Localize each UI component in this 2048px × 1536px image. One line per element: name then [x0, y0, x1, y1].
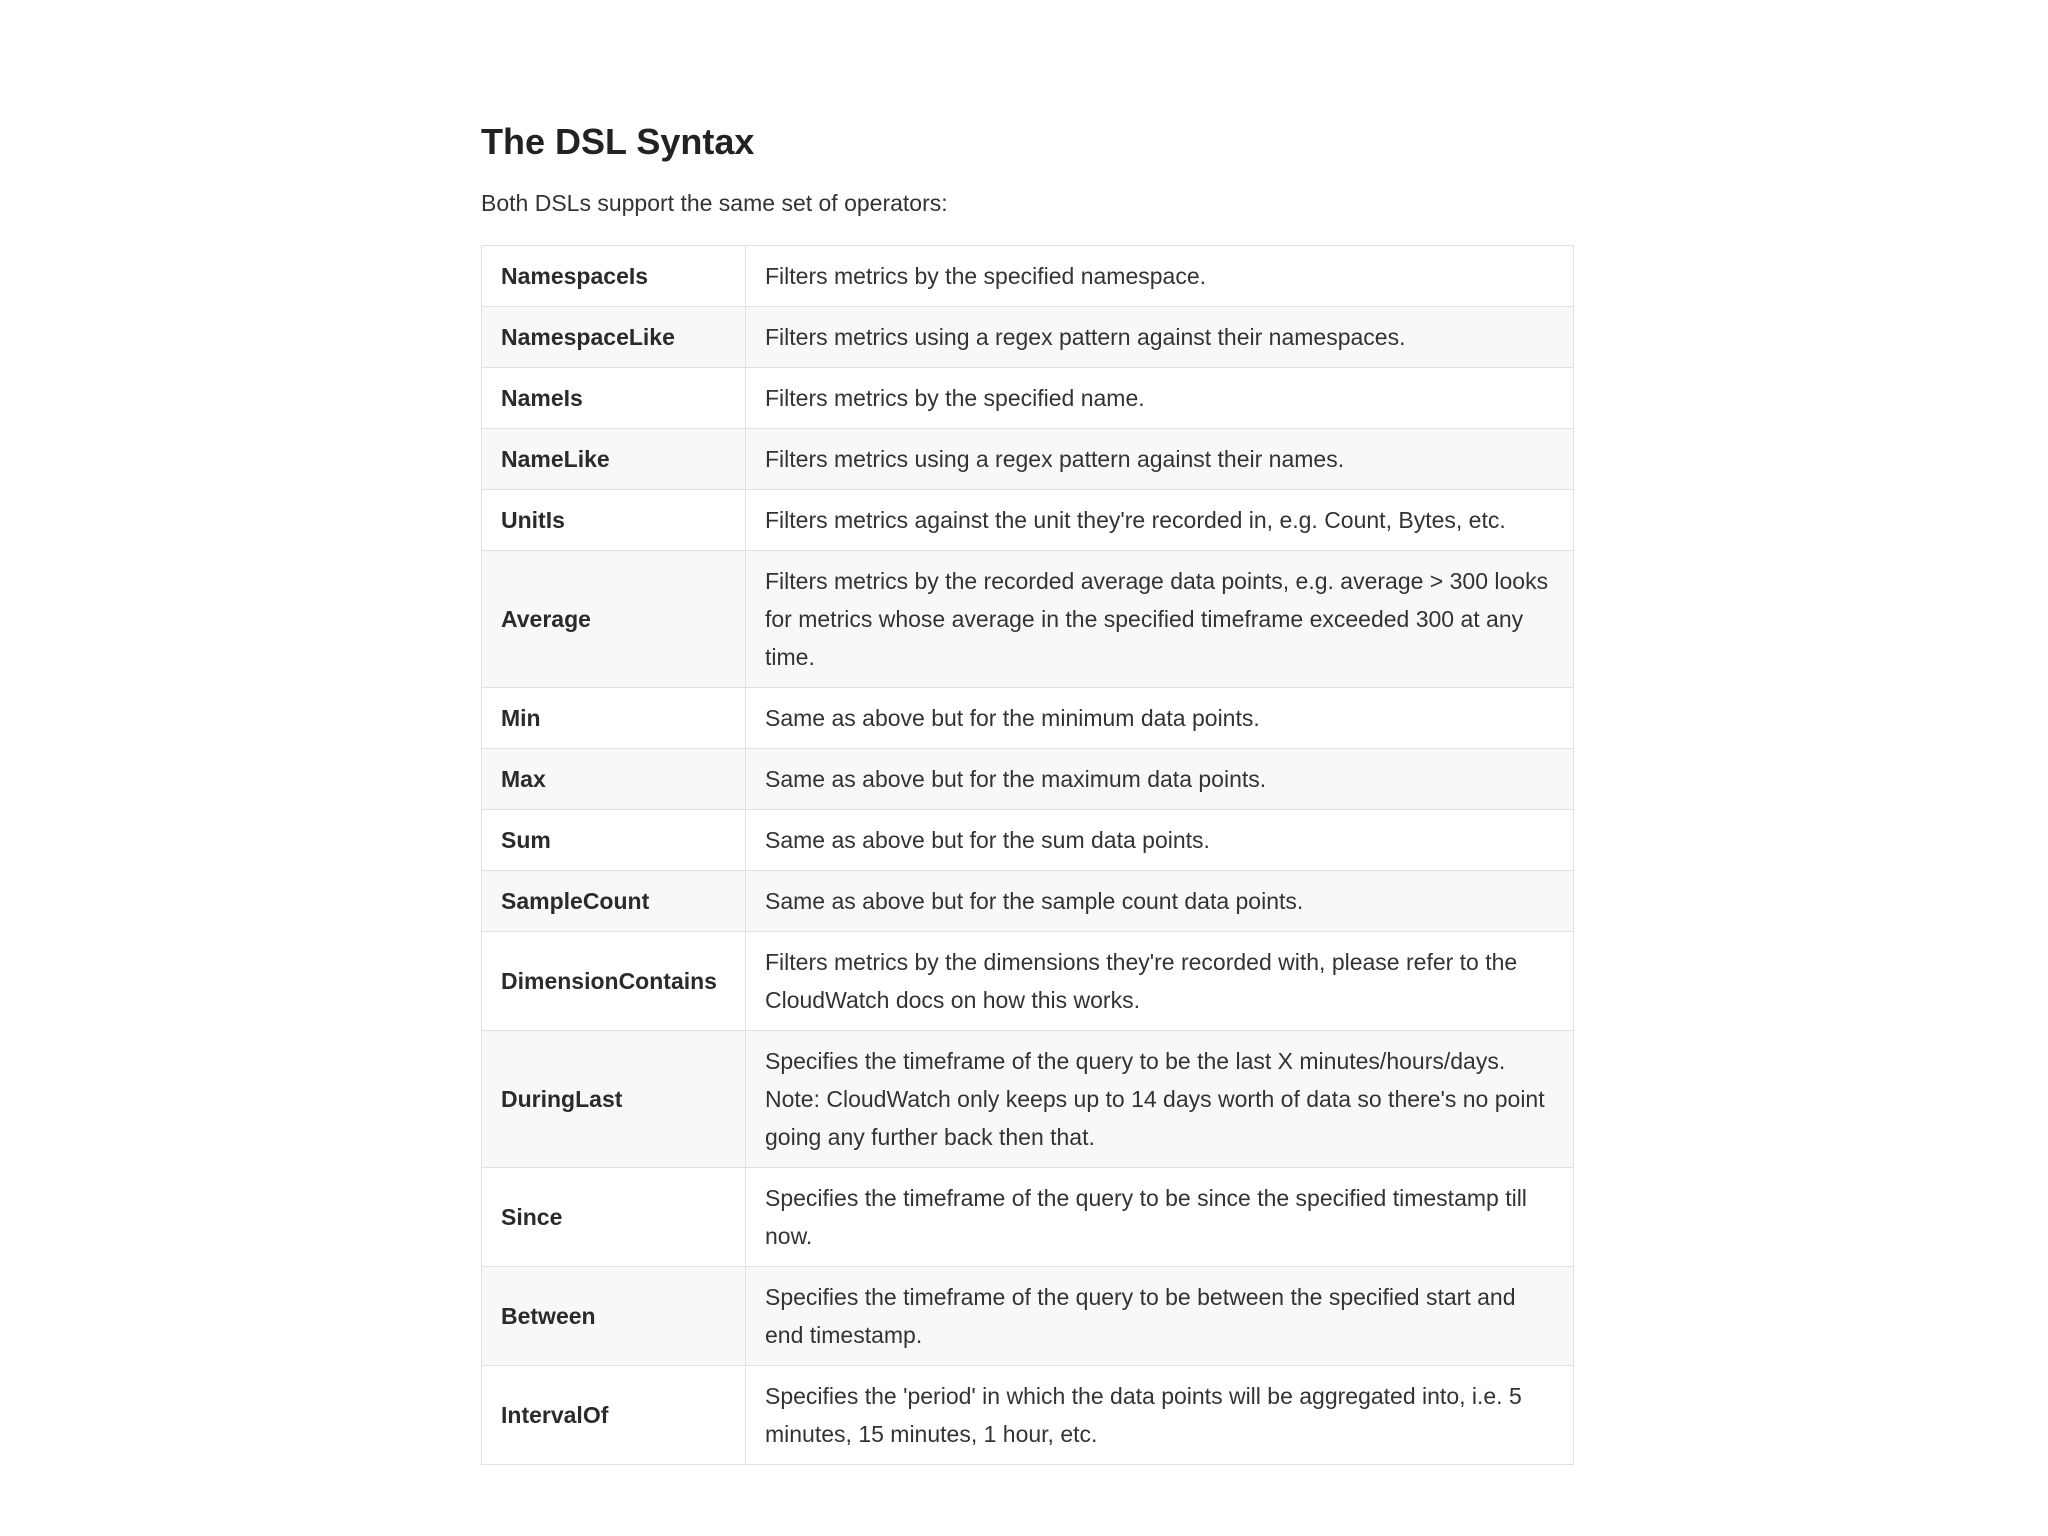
operator-description: Same as above but for the maximum data points. — [746, 749, 1574, 810]
operator-name: Min — [482, 688, 746, 749]
operator-description: Filters metrics by the specified name. — [746, 368, 1574, 429]
operator-name: DuringLast — [482, 1031, 746, 1168]
table-row — [482, 932, 1574, 1031]
operator-name: Sum — [482, 810, 746, 871]
operator-name: SampleCount — [482, 871, 746, 932]
table-row — [482, 1366, 1574, 1465]
table-row — [482, 1267, 1574, 1366]
table-row — [482, 368, 1574, 429]
operator-description: Specifies the timeframe of the query to be since the specified timestamp till now. — [746, 1168, 1574, 1267]
operator-name: NameIs — [482, 368, 746, 429]
operator-description: Same as above but for the minimum data points. — [746, 688, 1574, 749]
article-content — [481, 118, 1573, 1465]
operator-description: Filters metrics by the dimensions they're recorded with, please refer to the CloudWatch docs on how this works. — [746, 932, 1574, 1031]
table-row — [482, 551, 1574, 688]
table-row — [482, 246, 1574, 307]
operator-name: Between — [482, 1267, 746, 1366]
operator-description: Filters metrics using a regex pattern against their names. — [746, 429, 1574, 490]
table-row — [482, 749, 1574, 810]
page-title: The DSL Syntax — [481, 121, 755, 162]
table-row — [482, 429, 1574, 490]
operator-name: NamespaceIs — [482, 246, 746, 307]
operator-name: NameLike — [482, 429, 746, 490]
operator-description: Filters metrics against the unit they're recorded in, e.g. Count, Bytes, etc. — [746, 490, 1574, 551]
operator-name: Since — [482, 1168, 746, 1267]
operator-description: Filters metrics by the specified namespace. — [746, 246, 1574, 307]
operator-description: Same as above but for the sum data points. — [746, 810, 1574, 871]
operator-name: NamespaceLike — [482, 307, 746, 368]
operator-name: DimensionContains — [482, 932, 746, 1031]
table-row — [482, 688, 1574, 749]
intro-text: Both DSLs support the same set of operators: — [481, 190, 948, 216]
operators-table — [481, 245, 1574, 1465]
operator-description: Same as above but for the sample count data points. — [746, 871, 1574, 932]
operator-description: Filters metrics using a regex pattern against their namespaces. — [746, 307, 1574, 368]
table-row — [482, 490, 1574, 551]
operator-name: UnitIs — [482, 490, 746, 551]
operator-description: Specifies the timeframe of the query to be between the specified start and end timestamp. — [746, 1267, 1574, 1366]
operator-description: Specifies the 'period' in which the data points will be aggregated into, i.e. 5 minutes, 15 minutes, 1 hour, etc. — [746, 1366, 1574, 1465]
table-row — [482, 1031, 1574, 1168]
operator-description: Specifies the timeframe of the query to be the last X minutes/hours/days. Note: CloudWatch only keeps up to 14 days worth of data so there's no point going any further back then that. — [746, 1031, 1574, 1168]
table-row — [482, 1168, 1574, 1267]
operator-description: Filters metrics by the recorded average data points, e.g. average > 300 looks for metrics whose average in the specified timeframe exceeded 300 at any time. — [746, 551, 1574, 688]
table-row — [482, 307, 1574, 368]
operator-name: Average — [482, 551, 746, 688]
operator-name: IntervalOf — [482, 1366, 746, 1465]
table-row — [482, 810, 1574, 871]
table-row — [482, 871, 1574, 932]
operator-name: Max — [482, 749, 746, 810]
